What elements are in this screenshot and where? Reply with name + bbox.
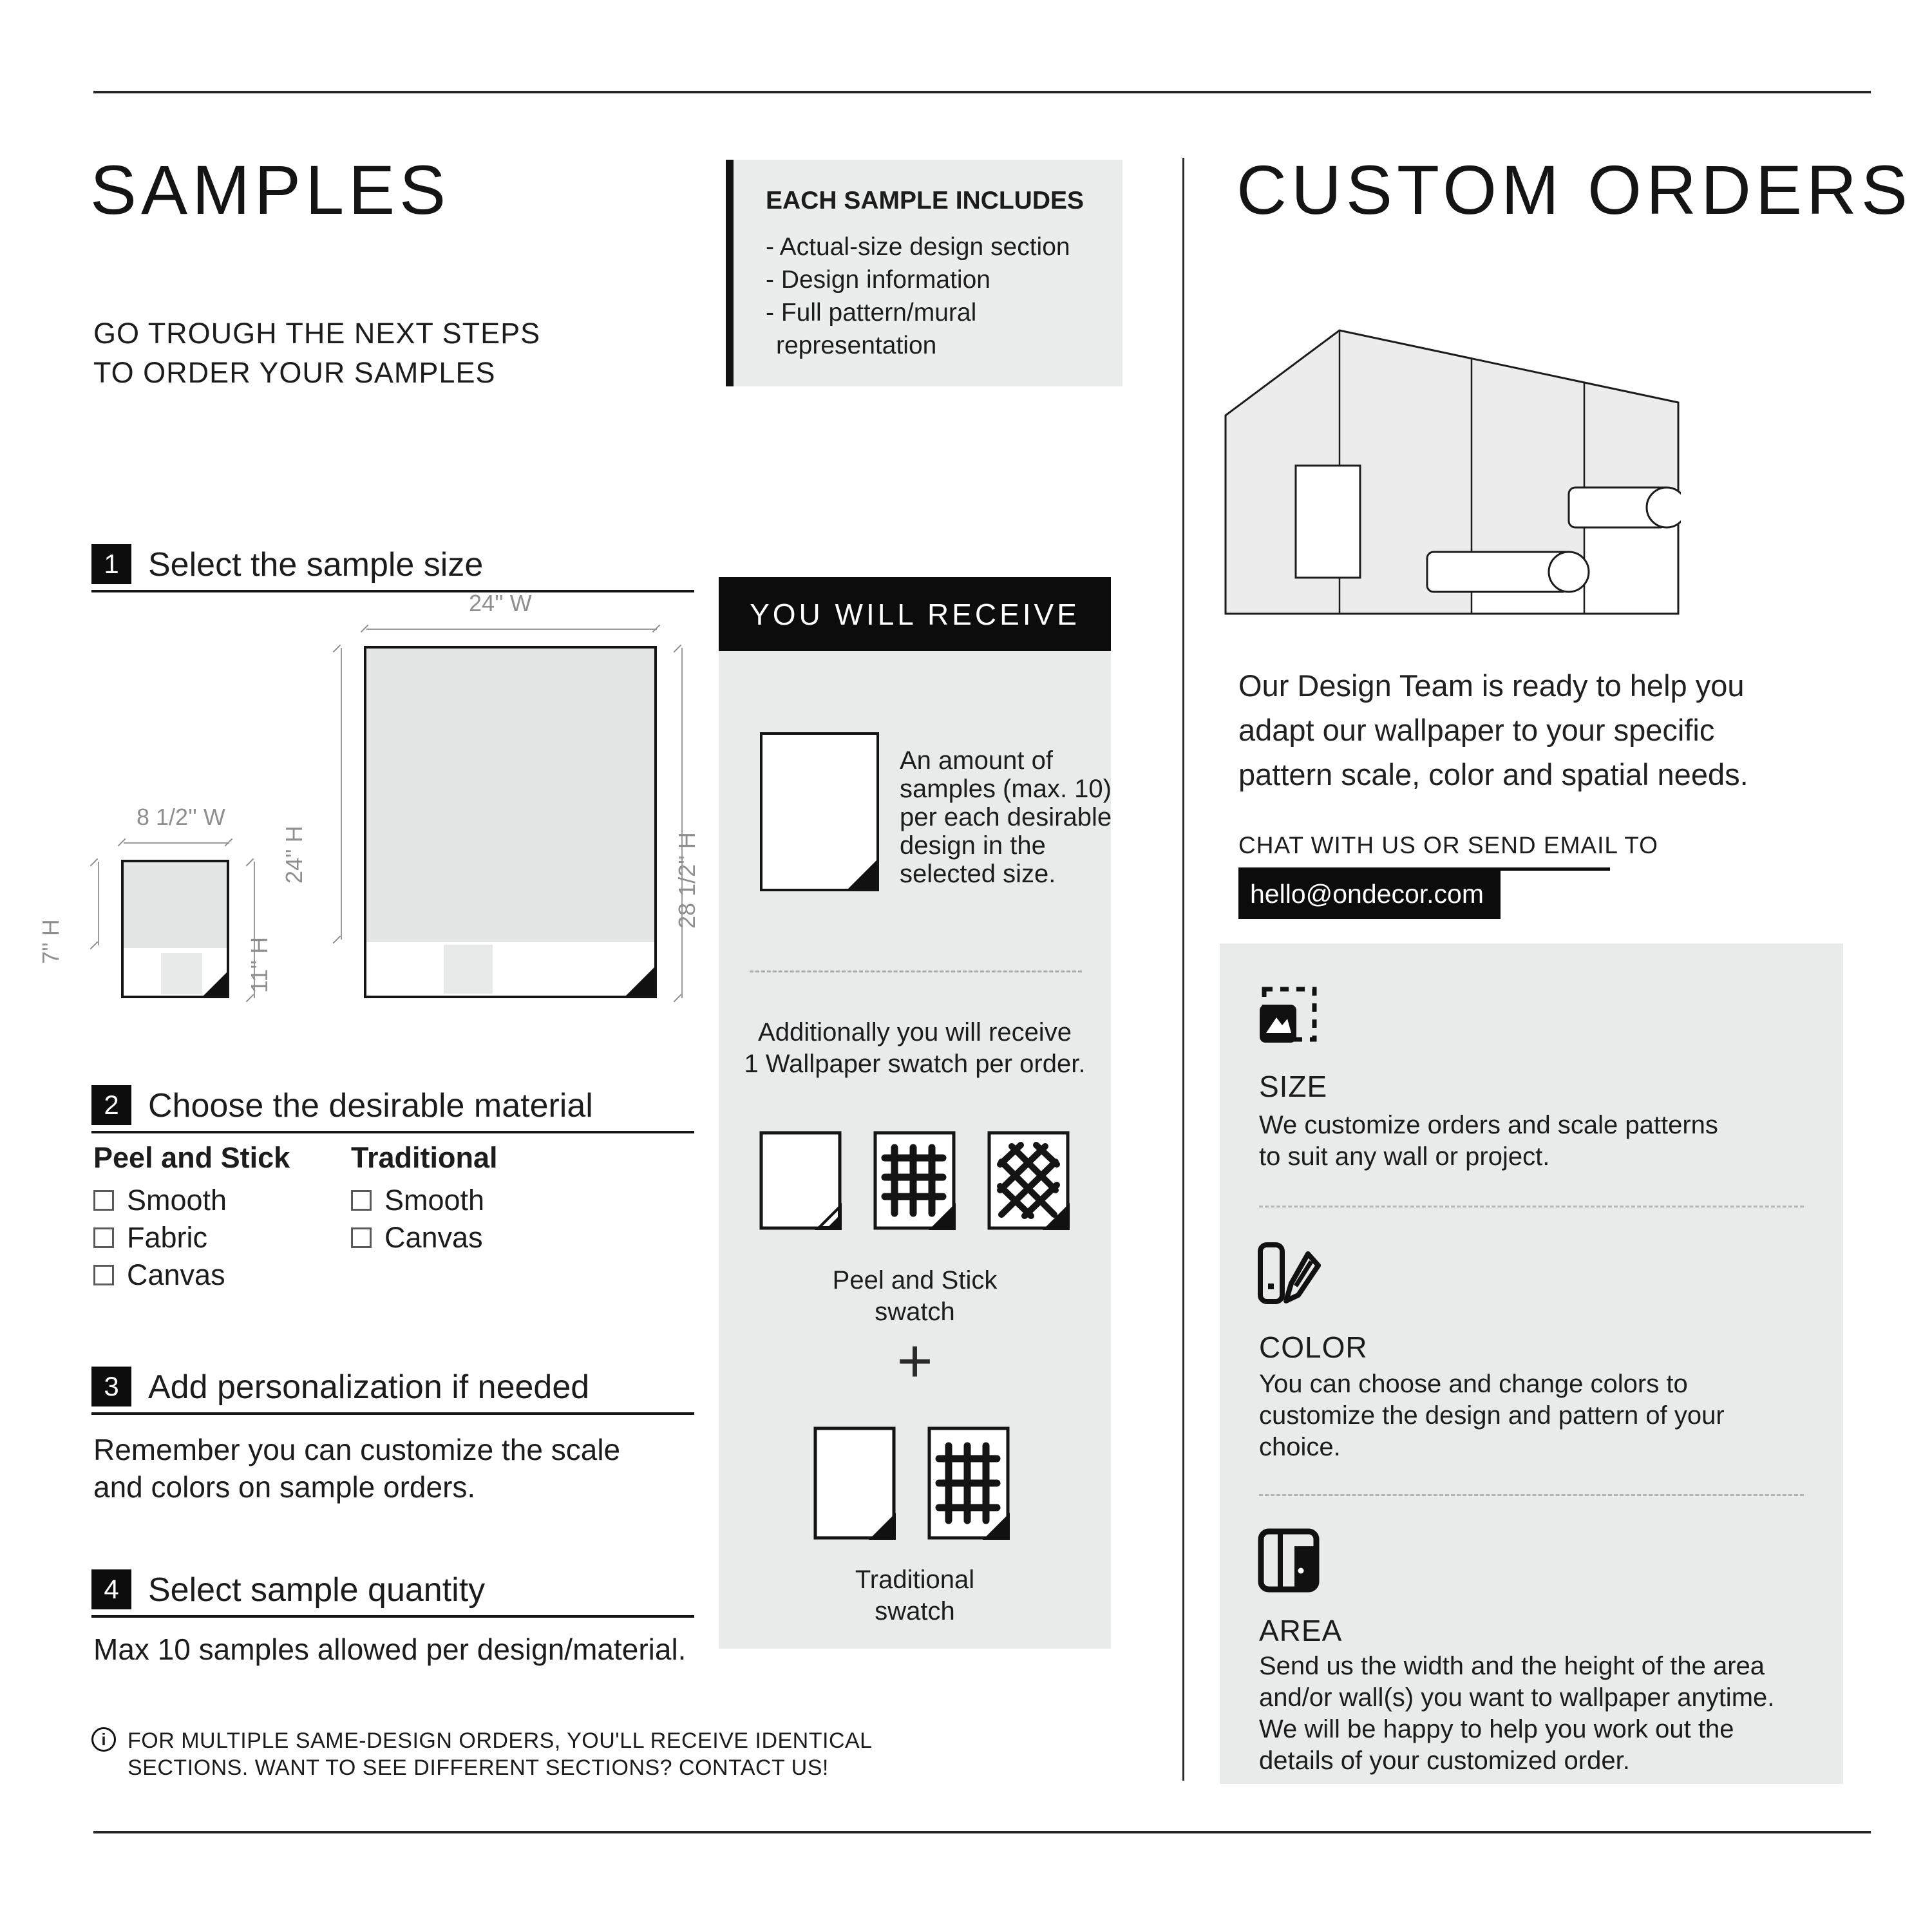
large-width-label: 24'' W — [469, 590, 532, 616]
color-icon — [1257, 1241, 1321, 1305]
large-outer-height-label: 28 1/2'' H — [674, 832, 700, 929]
small-inner-height-label: 7'' H — [37, 919, 64, 964]
small-outer-height-label: 11'' H — [246, 936, 272, 993]
panel-dashed-divider — [1259, 1206, 1804, 1208]
checkbox-peel-smooth[interactable] — [93, 1190, 114, 1211]
dim-tick — [333, 645, 341, 653]
includes-item: - Actual-size design section — [766, 233, 1070, 261]
small-inner-height-dim-line — [98, 862, 99, 945]
option-label: Fabric — [127, 1221, 208, 1254]
area-icon — [1257, 1528, 1321, 1593]
each-sample-includes-box — [726, 160, 1122, 386]
area-body-line: details of your customized order. — [1259, 1747, 1630, 1775]
area-body-line: and/or wall(s) you want to wallpaper anytime. — [1259, 1683, 1775, 1712]
includes-title: EACH SAMPLE INCLUDES — [766, 187, 1084, 214]
house-wallpaper-illustration — [1224, 325, 1681, 618]
includes-item: - Full pattern/mural — [766, 299, 977, 327]
option-trad-canvas[interactable] — [351, 1221, 483, 1255]
wallpaper-roll-upper — [1569, 488, 1681, 527]
amount-line: per each desirable — [900, 803, 1112, 831]
custom-paragraph-line2: adapt our wallpaper to your specific — [1238, 713, 1715, 747]
large-inner-height-label: 24'' H — [281, 826, 307, 884]
note-line1: FOR MULTIPLE SAME-DESIGN ORDERS, YOU'LL RECEIVE IDENTICAL — [128, 1728, 873, 1753]
peel-swatch-fabric-grid-icon — [873, 1131, 956, 1230]
option-peel-smooth[interactable] — [93, 1184, 227, 1217]
option-label: Smooth — [384, 1184, 485, 1217]
option-label: Smooth — [127, 1184, 227, 1217]
checkbox-peel-fabric[interactable] — [93, 1227, 114, 1248]
dim-tick — [246, 858, 254, 867]
dim-tick — [674, 645, 682, 653]
color-body-line: choice. — [1259, 1433, 1341, 1461]
peel-and-stick-heading: Peel and Stick — [93, 1141, 290, 1174]
additional-line1: Additionally you will receive — [758, 1018, 1072, 1046]
option-peel-fabric[interactable] — [93, 1221, 207, 1255]
step-4-underline — [91, 1615, 694, 1618]
paper-fold-corner — [848, 860, 876, 889]
you-will-receive-panel — [719, 651, 1111, 1649]
traditional-heading: Traditional — [351, 1141, 498, 1174]
checkbox-trad-canvas[interactable] — [351, 1227, 372, 1248]
large-sample-fold-corner — [626, 967, 654, 996]
step-4-title: Select sample quantity — [148, 1571, 486, 1609]
includes-item: representation — [776, 332, 937, 359]
custom-paragraph-line3: pattern scale, color and spatial needs. — [1238, 757, 1748, 791]
samples-title: SAMPLES — [90, 151, 451, 229]
dim-tick — [674, 994, 682, 1003]
size-icon — [1259, 984, 1318, 1043]
amount-line: design in the — [900, 831, 1046, 860]
step-3-underline — [91, 1412, 694, 1415]
step-3-body-line2: and colors on sample orders. — [93, 1470, 476, 1504]
samples-subtitle-line1: GO TROUGH THE NEXT STEPS — [93, 317, 541, 350]
dim-tick — [90, 858, 99, 867]
traditional-swatch-plain-icon — [813, 1426, 896, 1540]
area-title: AREA — [1259, 1614, 1343, 1647]
option-label: Canvas — [384, 1221, 483, 1254]
large-sample-diagram — [364, 646, 657, 998]
peel-swatch-label-line2: swatch — [875, 1298, 955, 1326]
wallpaper-roll-lower — [1427, 552, 1589, 592]
amount-line: selected size. — [900, 860, 1056, 888]
step-2-title: Choose the desirable material — [148, 1087, 593, 1124]
step-3-title: Add personalization if needed — [148, 1368, 590, 1406]
peel-swatch-label-line1: Peel and Stick — [832, 1266, 998, 1294]
step-1-underline — [91, 590, 694, 592]
custom-orders-panel — [1220, 943, 1843, 1784]
size-body-line: to suit any wall or project. — [1259, 1142, 1550, 1171]
small-sample-fold-corner — [204, 972, 227, 996]
size-title: SIZE — [1259, 1070, 1328, 1103]
custom-orders-title: CUSTOM ORDERS — [1236, 151, 1913, 229]
panel-dashed-divider — [1259, 1494, 1804, 1496]
column-divider — [1182, 158, 1184, 1781]
email-badge[interactable]: hello@ondecor.com — [1238, 871, 1501, 919]
info-icon: i — [91, 1727, 116, 1752]
large-width-dim-line — [366, 629, 657, 630]
small-sample-inner-square — [161, 953, 202, 994]
color-body-line: customize the design and pattern of your — [1259, 1401, 1725, 1430]
small-sample-diagram — [121, 860, 229, 998]
small-width-dim-line — [124, 842, 229, 844]
step-4-body: Max 10 samples allowed per design/material. — [93, 1633, 687, 1666]
includes-item: - Design information — [766, 266, 990, 294]
amount-line: samples (max. 10) — [900, 775, 1112, 803]
dim-tick — [90, 942, 99, 950]
panel-dashed-divider — [750, 971, 1082, 972]
step-2-underline — [91, 1131, 694, 1133]
plus-icon: + — [896, 1327, 933, 1396]
step-3-body-line1: Remember you can customize the scale — [93, 1433, 621, 1466]
area-body-line: We will be happy to help you work out the — [1259, 1715, 1734, 1743]
traditional-swatch-label-line1: Traditional — [855, 1566, 975, 1594]
custom-paragraph-line1: Our Design Team is ready to help you — [1238, 668, 1745, 703]
dim-tick — [333, 936, 341, 944]
checkbox-peel-canvas[interactable] — [93, 1265, 114, 1285]
dim-tick — [246, 994, 254, 1003]
step-4-number-badge: 4 — [91, 1569, 131, 1609]
small-sample-gray-area — [124, 862, 227, 948]
chat-label: CHAT WITH US OR SEND EMAIL TO — [1238, 832, 1658, 858]
checkbox-trad-smooth[interactable] — [351, 1190, 372, 1211]
large-sample-gray-area — [366, 649, 654, 942]
large-sample-inner-square — [444, 945, 493, 994]
large-inner-height-dim-line — [341, 648, 342, 940]
traditional-swatch-grid-icon — [927, 1426, 1010, 1540]
step-1-title: Select the sample size — [148, 546, 484, 583]
size-body-line: We customize orders and scale patterns — [1259, 1111, 1718, 1139]
step-2-number-badge: 2 — [91, 1085, 131, 1125]
top-rule — [93, 91, 1871, 93]
color-body-line: You can choose and change colors to — [1259, 1370, 1688, 1398]
step-1-number-badge: 1 — [91, 544, 131, 584]
peel-swatch-plain-icon — [759, 1131, 842, 1230]
area-body-line: Send us the width and the height of the area — [1259, 1652, 1765, 1680]
traditional-swatch-label-line2: swatch — [875, 1597, 955, 1625]
small-width-label: 8 1/2'' W — [137, 804, 225, 830]
note-line2: SECTIONS. WANT TO SEE DIFFERENT SECTIONS? CONTACT US! — [128, 1756, 829, 1780]
sample-paper-icon — [760, 732, 879, 891]
option-trad-smooth[interactable] — [351, 1184, 484, 1217]
you-will-receive-header: YOU WILL RECEIVE — [719, 577, 1111, 651]
bottom-rule — [93, 1831, 1871, 1833]
option-peel-canvas[interactable] — [93, 1258, 225, 1292]
amount-line: An amount of — [900, 746, 1053, 775]
color-title: COLOR — [1259, 1331, 1368, 1364]
additional-line2: 1 Wallpaper swatch per order. — [744, 1050, 1086, 1078]
step-3-number-badge: 3 — [91, 1367, 131, 1406]
option-label: Canvas — [127, 1258, 225, 1291]
samples-subtitle-line2: TO ORDER YOUR SAMPLES — [93, 356, 496, 389]
large-outer-height-dim-line — [681, 648, 683, 998]
peel-swatch-canvas-crosshatch-icon — [987, 1131, 1070, 1230]
